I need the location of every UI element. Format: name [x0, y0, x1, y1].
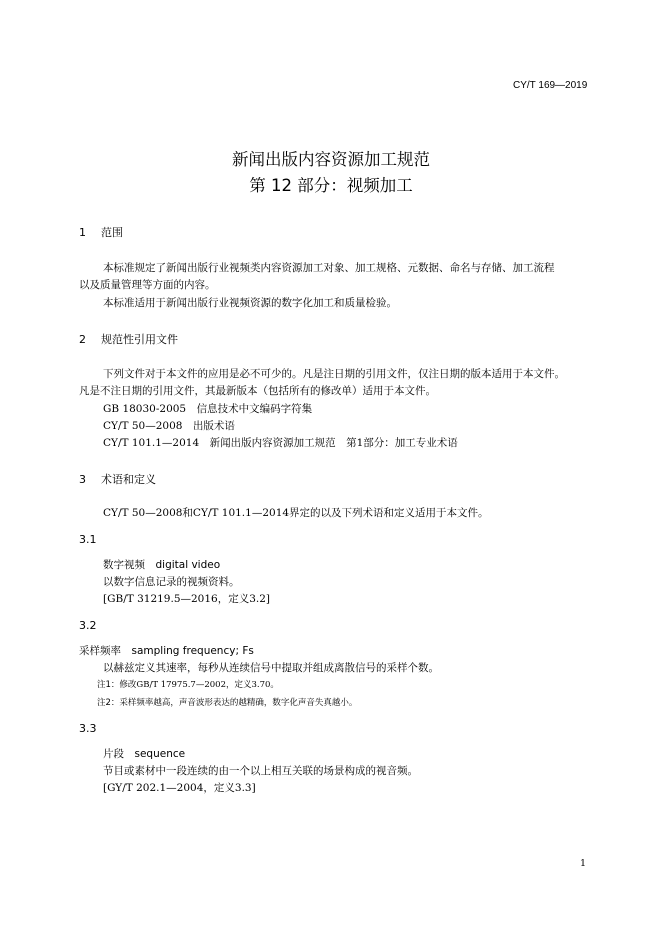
section-3-intro: CY/T 50—2008和CY/T 101.1—2014界定的以及下列术语和定义适用于本文件。 [103, 507, 489, 519]
document-subtitle: 第 12 部分：视频加工 [249, 176, 413, 195]
term-source: [GY/T 202.1—2004，定义3.3] [103, 782, 256, 794]
term-title: 片段 sequence [103, 748, 186, 760]
note-text: 修改GB/T 17975.7—2002，定义3.70。 [119, 680, 279, 690]
section-1-para2: 本标准适用于新闻出版行业视频资源的数字化加工和质量检验。 [103, 297, 397, 309]
section-title: 术语和定义 [101, 473, 156, 486]
note-label: 注1： [97, 680, 120, 690]
section-2-para-line1: 下列文件对于本文件的应用是必不可少的。凡是注日期的引用文件，仅注日期的版本适用于本文件。 [103, 368, 565, 380]
section-1-para1-line2: 以及质量管理等方面的内容。 [79, 279, 216, 291]
term-definition: 以赫兹定义其速率，每秒从连续信号中提取并组成离散信号的采样个数。 [103, 662, 439, 674]
section-title: 规范性引用文件 [101, 333, 178, 346]
term-note-1 [97, 678, 279, 690]
term-number: 3.3 [79, 722, 97, 735]
page-number: 1 [580, 858, 587, 869]
document-title: 新闻出版内容资源加工规范 [232, 150, 430, 169]
note-text: 采样频率越高，声音波形表达的越精确，数字化声音失真越小。 [119, 698, 358, 708]
reference-item: CY/T 101.1—2014 新闻出版内容资源加工规范 第1部分：加工专业术语 [103, 437, 458, 449]
section-2-para-line2: 凡是不注日期的引用文件，其最新版本（包括所有的修改单）适用于本文件。 [79, 385, 436, 397]
term-title: 采样频率 sampling frequency; Fs [79, 645, 254, 657]
note-label: 注2： [97, 698, 120, 708]
section-2-heading [79, 331, 178, 347]
term-title: 数字视频 digital video [103, 559, 221, 571]
term-definition: 节目或素材中一段连续的由一个以上相互关联的场景构成的视音频。 [103, 765, 418, 777]
term-source: [GB/T 31219.5—2016，定义3.2] [103, 593, 271, 605]
section-3-heading [79, 471, 156, 487]
term-definition: 以数字信息记录的视频资料。 [103, 576, 240, 588]
term-number: 3.2 [79, 619, 97, 632]
section-1-para1-line1: 本标准规定了新闻出版行业视频类内容资源加工对象、加工规格、元数据、命名与存储、加工流程 [103, 262, 555, 274]
term-note-2 [97, 696, 357, 708]
term-number: 3.1 [79, 533, 97, 546]
reference-item: CY/T 50—2008 出版术语 [103, 420, 235, 432]
section-number: 2 [79, 333, 86, 346]
standard-code: CY/T 169—2019 [513, 80, 588, 91]
section-number: 1 [79, 226, 86, 239]
section-number: 3 [79, 473, 86, 486]
reference-item: GB 18030-2005 信息技术中文编码字符集 [103, 403, 313, 415]
section-1-heading [79, 224, 123, 240]
section-title: 范围 [101, 226, 123, 239]
